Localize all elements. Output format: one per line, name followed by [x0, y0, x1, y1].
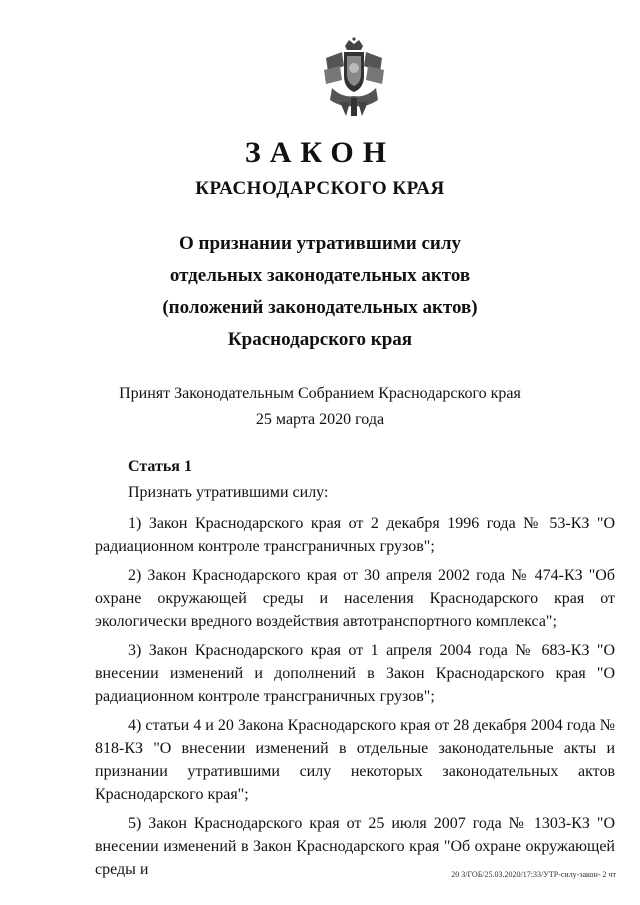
- article-body: [95, 481, 615, 887]
- article-item: 1) Закон Краснодарского края от 2 декабря 1996 года № 53-КЗ "О радиационном контроле трансграничных грузов";: [95, 515, 615, 555]
- article-intro: Признать утратившими силу:: [128, 484, 329, 501]
- document-subtitle: КРАСНОДАРСКОГО КРАЯ: [195, 178, 445, 199]
- adoption-date: 25 марта 2020 года: [255, 411, 385, 428]
- article-item: 4) статьи 4 и 20 Закона Краснодарского края от 28 декабря 2004 года № 818-КЗ "О внесении изменений в отдельные законодательные акты и признании утратившими силу некоторых законодательных актов Краснодарского края";: [95, 717, 615, 803]
- coat-of-arms-icon: [318, 36, 390, 120]
- subject-line: О признании утратившими силу: [178, 233, 461, 254]
- article-item: 3) Закон Краснодарского края от 1 апреля 2004 года № 683-КЗ "О внесении изменений и дополнений в Закон Краснодарского края "О радиационном контроле трансграничных грузов";: [95, 642, 615, 705]
- subject-line: (положений законодательных актов): [162, 297, 478, 318]
- subject-line: Краснодарского края: [227, 329, 413, 350]
- article-item: 5) Закон Краснодарского края от 25 июля 2007 года № 1303-КЗ "О внесении изменений в Закон Краснодарского края "Об охране окружающей среды и: [95, 815, 615, 878]
- adoption-note: [0, 381, 640, 433]
- article-heading: Статья 1: [128, 458, 192, 475]
- subject-line: отдельных законодательных актов: [169, 265, 471, 286]
- article-item: 2) Закон Краснодарского края от 30 апреля 2002 года № 474-КЗ "Об охране окружающей среды и населения Краснодарского края от экологически вредного воздействия автотранспортного комплекса";: [95, 567, 615, 630]
- adoption-body: Принят Законодательным Собранием Краснодарского края: [119, 385, 521, 402]
- law-subject: [0, 228, 640, 356]
- document-code: 20 3/ГОБ/25.03.2020/17:33/УТР-силу-закон- 2 чт: [451, 870, 616, 879]
- document-title: ЗАКОН: [244, 136, 396, 169]
